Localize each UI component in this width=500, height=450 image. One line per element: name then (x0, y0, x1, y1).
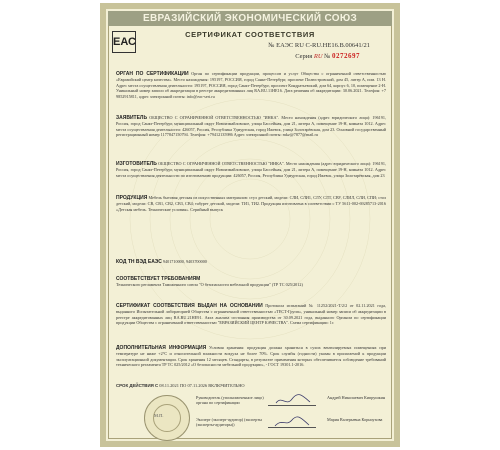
additional-text: Условия хранения: продукция должна храниться в сухих вентилируемых помещениях при температуре не ниже +2°С и относительной влажности воздуха не более 70%. Срок службы (годности) указан в прилагаемой к продукции эксплуатационной документации. Срок хранения 12 месяцев. Стандарты, в результате применения которых обеспечивается соблюдение требований технического регламента ТР ТС 025/2012 «О безопасности мебельной продукции», - ГОСТ 19301.1-2016. (116, 345, 386, 368)
validity-from: 08.11.2021 (159, 383, 179, 388)
section-applicant (116, 115, 386, 138)
section-text: Мебель бытовая детская из искусственных материалов: стул детский, модели: СЛИ, СЛИ1, СЛУ, СЛТ, СВУ, СЛИЛ, СЛИ, СПИ; стол детский, модели: СВ, СВ1, СВ2, СВ3, СВ4; табурет детский, модели: ТИ1, ТИ2. Продукция изготовлена в соответствии с ТУ 5611-002-69285713-2016 «Детская мебель. Технические условия». Серийный выпуск (116, 195, 386, 212)
section-product (116, 195, 386, 212)
expert-name: Мария Валерьевна Корноухова (327, 417, 383, 422)
section-requirements (116, 277, 386, 288)
section-additional (116, 345, 386, 368)
series-label: Серия (295, 53, 313, 60)
expert-signature (272, 415, 312, 429)
head-name: Андрей Николаевич Кипрушкин (327, 395, 386, 400)
serial-number: 0272697 (332, 52, 360, 60)
official-seal (144, 395, 190, 441)
section-basis (116, 303, 386, 326)
series-line (295, 52, 360, 60)
requirements-heading: СООТВЕТСТВУЕТ ТРЕБОВАНИЯМ (116, 276, 201, 282)
validity-to: 07.11.2026 (187, 383, 208, 388)
head-label: Руководитель (уполномоченное лицо) органа по сертификации (196, 395, 264, 405)
serial-label: № (324, 53, 331, 60)
tn-ved-label: КОД ТН ВЭД ЕАЭС (116, 259, 162, 265)
basis-heading: СЕРТИФИКАТ СООТВЕТСТВИЯ ВЫДАН НА ОСНОВАНИИ (116, 303, 263, 309)
certificate-title: СЕРТИФИКАТ СООТВЕТСТВИЯ (185, 30, 315, 39)
requirements-text: Технического регламента Таможенного союза "О безопасности мебельной продукции" (ТР ТС 025/2012) (116, 282, 303, 288)
certificate-document (100, 3, 400, 447)
section-heading: ИЗГОТОВИТЕЛЬ (116, 161, 157, 167)
section-heading: ОРГАН ПО СЕРТИФИКАЦИИ (116, 71, 189, 77)
tn-ved-value: 9401710000, 9403700000 (162, 259, 207, 264)
certificate-number (268, 42, 370, 49)
validity-label: СРОК ДЕЙСТВИЯ С (116, 383, 159, 388)
seal-label: М.П. (154, 413, 164, 418)
section-text: ОБЩЕСТВО С ОГРАНИЧЕННОЙ ОТВЕТСТВЕННОСТЬЮ "ИНКА". Место нахождения (адрес юридического лица): 196191, Россия, город Санкт-Петербург, муниципальный округ Новоизмайловское, улица Бассейная, дом 21, литера А, помещение 19-Н, комната 1012. Адрес места осуществления деятельности по изготовлению продукции: 426057, Россия, Республика Удмуртская, город Ижевск, улица Золотарёвская, дом 23 (116, 161, 386, 178)
validity-to-label: ПО (180, 383, 187, 388)
number-label: № ЕАЭС (268, 42, 294, 49)
validity-note: ВКЛЮЧИТЕЛЬНО (208, 383, 245, 388)
tn-ved-code (116, 259, 386, 265)
basis-text: Протокола испытаний № 11252/2021-Т/2/2 от 02.11.2021 года, выданного Испытательной лабораторией Общества с ограниченной ответственностью «ТЕСТ-Групп», уникальный номер записи об аккредитации в реестре аккредитованных лиц RA.RU.21НЕ91. Акта анализа состояния производства от 30.09.2021 года, выданного Органом по сертификации продукции Общества с ограниченной ответственностью "ЕВРАЗИЙСКИЙ ЦЕНТР КАЧЕСТВА". Схема сертификации: 1с (116, 303, 386, 326)
section-certification-body (116, 71, 386, 99)
head-signature (274, 393, 314, 407)
additional-heading: ДОПОЛНИТЕЛЬНАЯ ИНФОРМАЦИЯ (116, 345, 207, 351)
expert-label: Эксперт (эксперт-аудитор) (эксперты (эксперты-аудиторы)) (196, 417, 262, 427)
validity-row (116, 383, 386, 388)
eac-logo: ЕАС (112, 31, 136, 53)
series-value: RU (313, 53, 323, 60)
section-manufacturer (116, 161, 386, 178)
section-heading: ПРОДУКЦИЯ (116, 195, 148, 201)
union-header: ЕВРАЗИЙСКИЙ ЭКОНОМИЧЕСКИЙ СОЮЗ (108, 11, 392, 26)
section-heading: ЗАЯВИТЕЛЬ (116, 115, 148, 121)
section-text: Орган по сертификации продукции, процессов и услуг Общества с ограниченной ответственностью «Евразийский центр качества». Место нахождения: 195197, РОССИЯ, город Санкт-Петербург, проспект Полюстровский, дом 45, литер А, пом. 13 Н. Адрес места осуществления деятельности: 195197, РОССИЯ, город Санкт-Петербург, проспект Кондратьевский, дом 64, корпус 6, 10, помещение 2-Н. Уникальный номер записи об аккредитации в реестре аккредитованных лиц RA.RU.11НЕ16. Дата решения об аккредитации: 30.06.2021. Телефон: +7 9852915811, адрес электронной почты: info@eac-sert.ru (116, 71, 387, 99)
number-value: RU С-RU.НЕ16.В.00641/21 (294, 42, 370, 49)
section-text: ОБЩЕСТВО С ОГРАНИЧЕННОЙ ОТВЕТСТВЕННОСТЬЮ "ИНКА". Место нахождения (адрес юридического лица): 196191, Россия, город Санкт-Петербург, муниципальный округ Новоизмайловское, улица Бассейная, дом 21, литера А, помещение 19-Н, комната 1012. Адрес места осуществления деятельности: 426057, Россия, Республика Удмуртская, город Ижевск, улица Золотарёвская, дом 23. Основной государственный регистрационный номер 1177847150794. Телефон: +79412135986 Адрес электронной почты: mkz@7877@mail.ru (116, 115, 386, 138)
